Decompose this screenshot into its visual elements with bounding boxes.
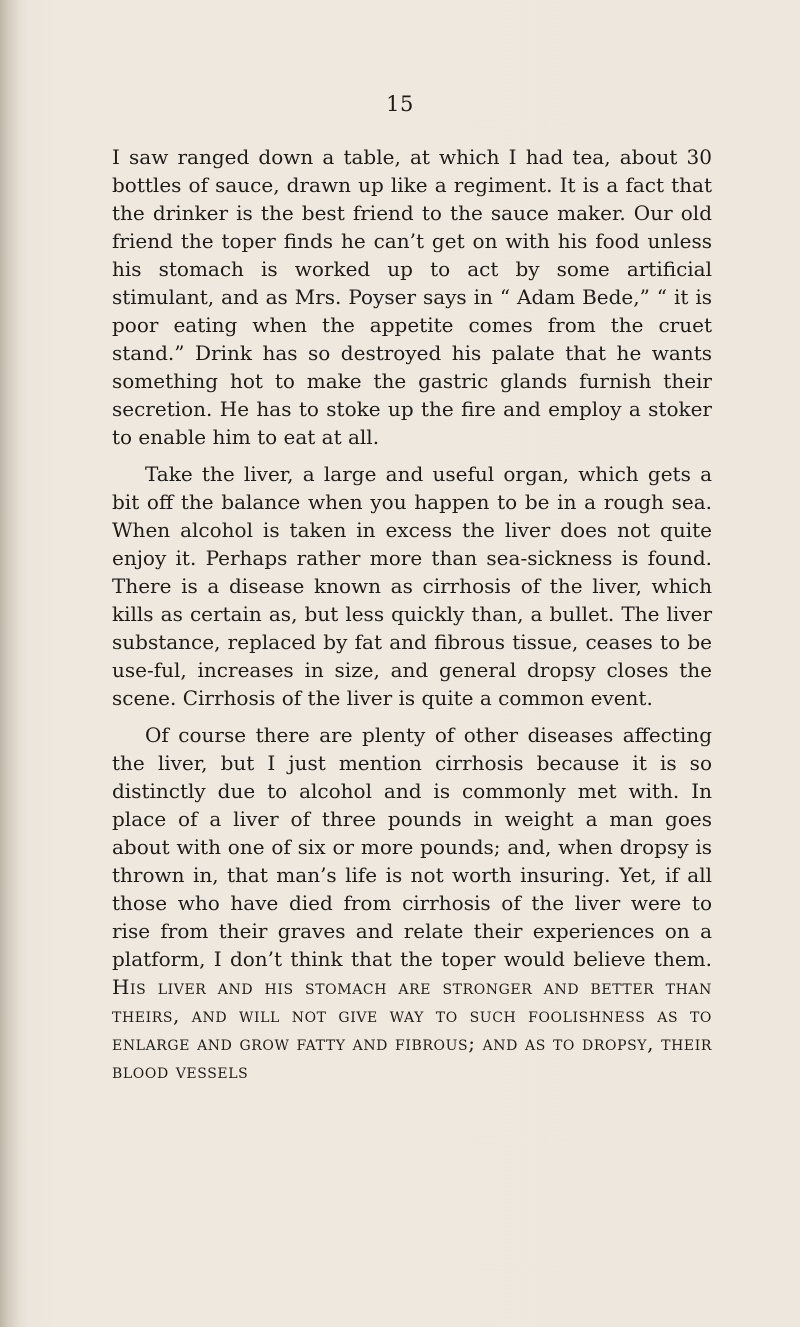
paragraph-1: I saw ranged down a table, at which I had tea, about 30 bottles of sauce, drawn up like a regiment. It is a fact that the drinker is the best friend to the sauce maker. Our old friend the toper finds he can’t get on with his food unless his stomach is worked up to act by some artificial stimulant, and as Mrs. Poyser says in “ Adam Bede,” “ it is poor eating when the appetite comes from the cruet stand.” Drink has so destroyed his palate that he wants something hot to make the gastric glands furnish their secretion. He has to stoke up the fire and employ a stoker to enable him to eat at all. <box>112 145 712 449</box>
paragraph-3 <box>112 721 712 1085</box>
paragraph-2: Take the liver, a large and useful organ, which gets a bit off the balance when you happen to be in a rough sea. When alcohol is taken in excess the liver does not quite enjoy it. Perhaps rather more than sea-sickness is found. There is a disease known as cirrhosis of the liver, which kills as certain as, but less quickly than, a bullet. The liver substance, replaced by fat and fibrous tissue, ceases to be use-ful, increases in size, and general dropsy closes the scene. Cirrhosis of the liver is quite a common event. <box>112 462 712 710</box>
paragraph-3-text: Of course there are plenty of other diseases affecting the liver, but I just mention cirrhosis because it is so distinctly due to alcohol and is commonly met with. In place of a liver of three pounds in weight a man goes about with one of six or more pounds; and, when dropsy is thrown in, that man’s life is not worth insuring. Yet, if all those who have died from cirrhosis of the liver were to rise from their graves and relate their experiences on a platform, I don’t think that the toper would believe them. <box>112 723 712 971</box>
body-text <box>112 143 712 1094</box>
binding-edge <box>0 0 28 1327</box>
paragraph-3-smallcaps: His liver and his stomach are stronger and better than theirs, and will not give way to such foolishness as to enlarge and grow fatty and fibrous; and as to dropsy, their blood vessels <box>112 975 712 1083</box>
page-number: 15 <box>386 92 414 116</box>
